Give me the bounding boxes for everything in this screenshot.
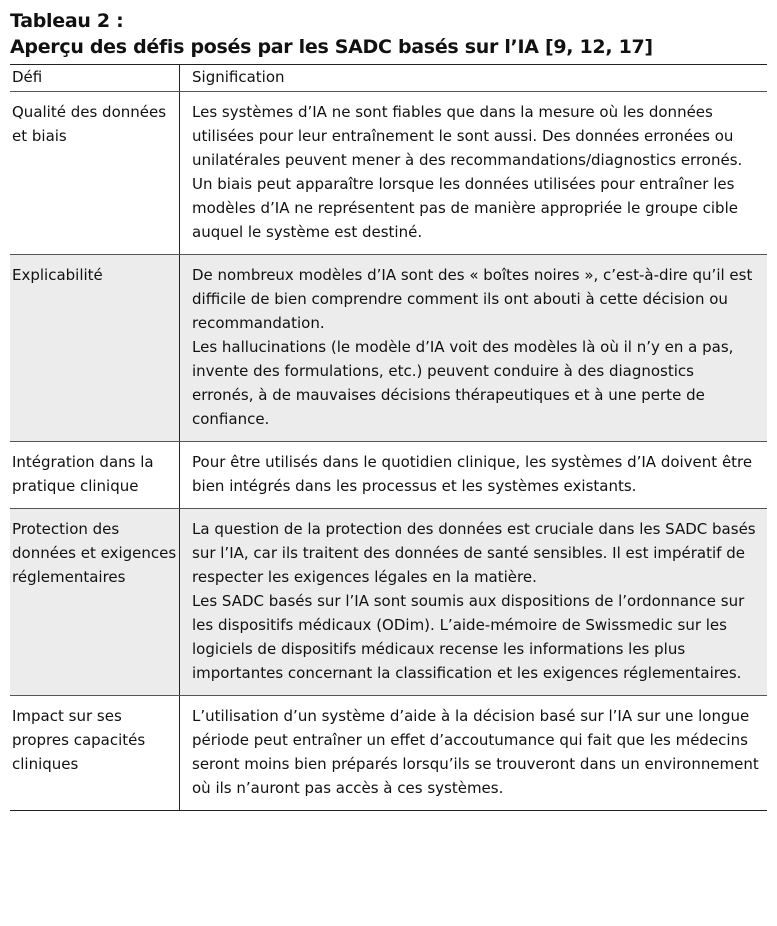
challenges-table bbox=[10, 64, 767, 811]
table-row bbox=[10, 441, 767, 508]
signification-text: Les systèmes d’IA ne sont fiables que dans la mesure où les données utilisées pour leur entraînement le sont aussi. Des données erronées ou unilatérales peuvent mener à des recommandations/diagnostics erronés. Un biais peut apparaître lorsque les données utilisées pour entraîner les modèles d’IA ne représentent pas de manière appropriée le groupe cible auquel le système est destiné. bbox=[192, 103, 743, 241]
signification-cell bbox=[180, 255, 767, 441]
document bbox=[10, 8, 767, 811]
table-row bbox=[10, 508, 767, 695]
defi-cell: Qualité des données et biais bbox=[10, 92, 180, 254]
defi-cell: Explicabilité bbox=[10, 255, 180, 441]
signification-cell bbox=[180, 442, 767, 508]
caption-label: Tableau 2 : bbox=[10, 10, 124, 32]
table-row bbox=[10, 695, 767, 810]
defi-cell: Impact sur ses propres capacités cliniques bbox=[10, 696, 180, 810]
table-caption bbox=[10, 8, 767, 60]
header-signification: Signification bbox=[192, 68, 285, 86]
signification-text: Les SADC basés sur l’IA sont soumis aux dispositions de l’ordonnance sur les dispositifs médicaux (ODim). L’aide-mémoire de Swissmedic sur les logiciels de dispositifs médicaux recense les informations les plus importantes concernant la classification et les exigences réglementaires. bbox=[192, 592, 745, 682]
signification-cell bbox=[180, 92, 767, 254]
table-row bbox=[10, 91, 767, 254]
signification-text: La question de la protection des données est cruciale dans les SADC basés sur l’IA, car ils traitent des données de santé sensibles. Il est impératif de respecter les exigences légales en la matière. bbox=[192, 520, 756, 586]
defi-cell: Protection des données et exigences réglementaires bbox=[10, 509, 180, 695]
signification-text: Pour être utilisés dans le quotidien clinique, les systèmes d’IA doivent être bien intégrés dans les processus et les systèmes existants. bbox=[192, 453, 753, 495]
signification-text: Les hallucinations (le modèle d’IA voit des modèles là où il n’y en a pas, invente des formulations, etc.) peuvent conduire à des diagnostics erronés, à de mauvaises décisions thérapeutiques et à une perte de confiance. bbox=[192, 338, 734, 428]
table-header-row bbox=[10, 65, 767, 91]
signification-text: L’utilisation d’un système d’aide à la décision basé sur l’IA sur une longue période peut entraîner un effet d’accoutumance qui fait que les médecins seront moins bien préparés lorsqu’ils se trouveront dans un environnement où ils n’auront pas accès à ces systèmes. bbox=[192, 707, 759, 797]
signification-text: De nombreux modèles d’IA sont des « boîtes noires », c’est-à-dire qu’il est difficile de bien comprendre comment ils ont abouti à cette décision ou recommandation. bbox=[192, 266, 753, 332]
signification-cell bbox=[180, 509, 767, 695]
header-defi: Défi bbox=[10, 65, 180, 91]
signification-cell bbox=[180, 696, 767, 810]
caption-title: Aperçu des défis posés par les SADC basés sur l’IA [9, 12, 17] bbox=[10, 36, 653, 58]
defi-cell: Intégration dans la pratique clinique bbox=[10, 442, 180, 508]
table-row bbox=[10, 254, 767, 441]
